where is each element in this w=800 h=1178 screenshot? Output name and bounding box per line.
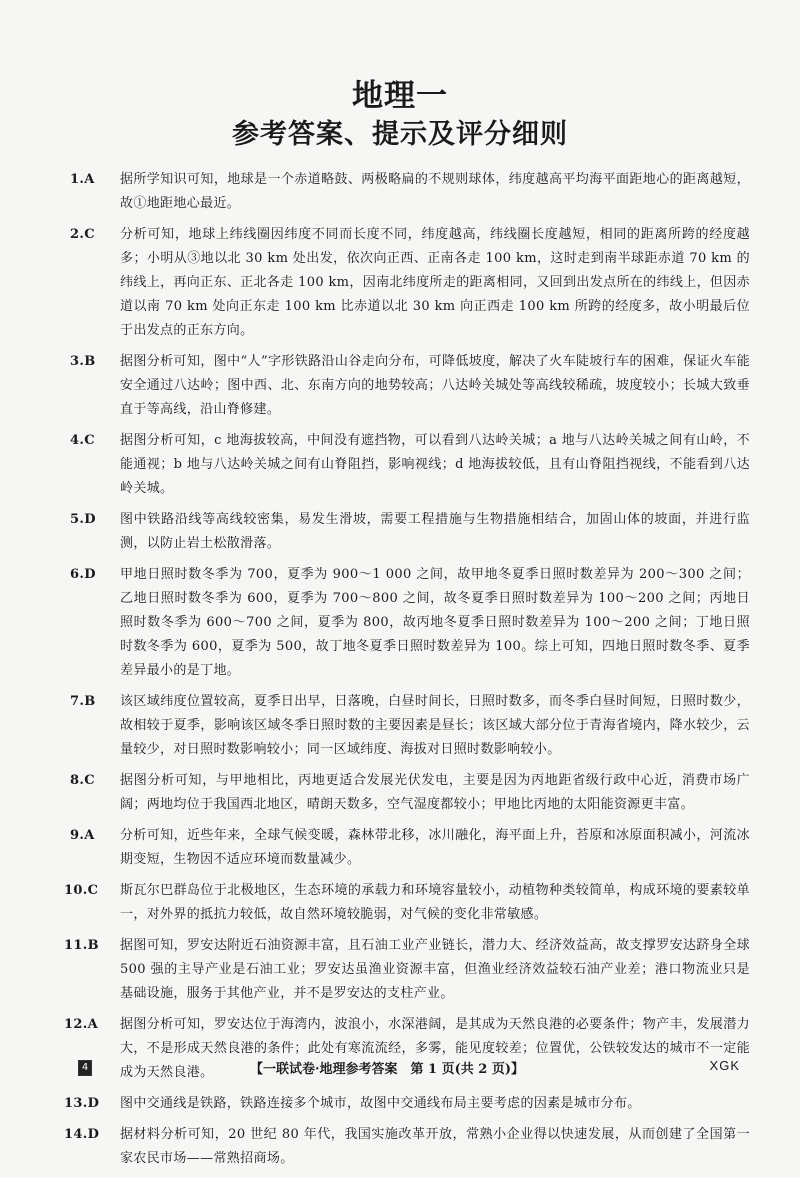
answer-heading [64,879,98,903]
answer-number: 14. [64,1127,88,1142]
answer-number: 2. [70,227,85,242]
answer-choice: B [84,354,96,369]
answer-item [64,1092,750,1116]
answer-heading [70,824,95,848]
answer-number: 13. [64,1096,88,1111]
answer-item [70,690,750,762]
answer-heading [70,350,96,374]
answer-explanation: 图中交通线是铁路，铁路连接多个城市，故图中交通线布局主要考虑的因素是城市分布。 [120,1096,641,1111]
answer-explanation: 斯瓦尔巴群岛位于北极地区，生态环境的承载力和环境容量较小，动植物种类较简单，构成环境的要素较单一，对外界的抵抗力较低，故自然环境较脆弱，对气候的变化非常敏感。 [120,883,750,922]
answer-heading [70,508,96,532]
answer-explanation: 据图分析可知，c 地海拔较高，中间没有遮挡物，可以看到八达岭关城；a 地与八达岭关城之间有山岭，不能通视；b 地与八达岭关城之间有山脊阻挡，影响视线；d 地海拔较低，且有山脊阻挡视线，不能看到八达岭关城。 [120,433,750,496]
answer-heading [70,769,95,793]
answer-choice: D [87,1127,100,1142]
answer-explanation: 分析可知，地球上纬线圈因纬度不同而长度不同，纬度越高，纬线圈长度越短，相同的距离所跨的经度越多；小明从③地以北 30 km 处出发，依次向正西、正南各走 100 km，这时走到南半球距赤道 70 km 的纬线上，再向正东、正北各走 100 km，因南北纬度所走的距离相同，又回到出发点所在的纬线上，但因赤道以南 70 km 处向正东走 100 km 比赤道以北 30 km 向正西走 100 km 所跨的经度多，故小明最后位于出发点的正东方向。 [120,227,750,338]
answer-item [64,1123,750,1171]
answer-heading [64,934,99,958]
answer-heading [70,223,95,247]
answer-explanation: 分析可知，近些年来，全球气候变暖，森林带北移，冰川融化，海平面上升，苔原和冰原面积减小，河流冰期变短，生物因不适应环境而数量减少。 [120,828,750,867]
answer-explanation: 据所学知识可知，地球是一个赤道略鼓、两极略扁的不规则球体，纬度越高平均海平面距地心的距离越短，故①地距地心最近。 [120,172,750,211]
answer-item [70,508,750,556]
answer-choice: A [84,828,95,843]
answer-explanation: 据图分析可知，与甲地相比，丙地更适合发展光伏发电，主要是因为丙地距省级行政中心近，消费市场广阔；两地均位于我国西北地区，晴朗天数多，空气湿度都较小；甲地比丙地的太阳能资源更丰富。 [120,773,750,812]
answer-number: 6. [70,567,85,582]
answer-number: 7. [70,694,85,709]
answer-choice: A [87,1017,99,1032]
answer-explanation: 图中铁路沿线等高线较密集，易发生滑坡，需要工程措施与生物措施相结合，加固山体的坡面，并进行监测，以防止岩土松散滑落。 [120,512,750,551]
answer-number: 11. [64,938,88,953]
answer-choice: D [87,1096,100,1111]
answer-number: 5. [70,512,85,527]
answer-item [70,168,750,216]
answer-choice: B [87,938,100,953]
answer-number: 1. [70,172,85,187]
answer-choice: C [84,227,95,242]
answer-item [64,879,750,927]
answer-item [70,824,750,872]
answer-choice: D [84,567,96,582]
answer-explanation: 甲地日照时数冬季为 700，夏季为 900～1 000 之间，故甲地冬夏季日照时数差异为 200～300 之间；乙地日照时数冬季为 600，夏季为 700～800 之间，故冬夏季日照时数差异为 100～200 之间；丙地日照时数冬季为 600～700 之间，夏季为 800，故丙地冬夏季日照时数差异为 100～200 之间；丁地日照时数冬季为 600，夏季为 500，故丁地冬夏季日照时数差异为 100。综上可知，四地日照时数冬季、夏季差异最小的是丁地。 [120,567,750,678]
answer-heading [64,1092,99,1116]
answer-item [70,350,750,422]
answer-explanation: 据图分析可知，罗安达位于海湾内，波浪小，水深港阔，是其成为天然良港的必要条件；物产丰，发展潜力大，不是形成天然良港的条件；此处有寒流流经，多雾，能见度较差；位置优，公铁较发达的城市不一定能成为天然良港。 [120,1017,750,1080]
answer-heading [64,1013,98,1037]
footer-code: XGK [709,1058,740,1073]
answer-choice: C [84,773,95,788]
answer-explanation: 该区域纬度位置较高，夏季日出早，日落晚，白昼时间长，日照时数多，而冬季白昼时间短，日照时数少，故相较于夏季，影响该区域冬季日照时数的主要因素是昼长；该区域大部分位于青海省境内，降水较少，云量较少，对日照时数影响较小；同一区域纬度、海拔对日照时数影响较小。 [120,694,750,757]
answer-item [70,429,750,501]
answer-item [70,769,750,817]
answer-item [70,563,750,683]
footer-page-info: 【一联试卷·地理参考答案 第 1 页(共 2 页)】 [250,1062,525,1077]
answer-heading [64,1123,99,1147]
answer-heading [70,429,95,453]
answer-heading [70,690,96,714]
answer-choice: B [84,694,96,709]
page-marker: 4 [78,1060,92,1076]
answer-number: 3. [70,354,85,369]
answer-explanation: 据图分析可知，图中“人”字形铁路沿山谷走向分布，可降低坡度，解决了火车陡坡行车的困难，保证火车能安全通过八达岭；图中西、北、东南方向的地势较高；八达岭关城处等高线较稀疏，坡度较小；长城大致垂直于等高线，沿山脊修建。 [120,354,750,417]
answer-choice: C [84,433,95,448]
answer-list [64,168,750,1178]
answer-choice: C [87,883,99,898]
answer-number: 9. [70,828,85,843]
answer-number: 8. [70,773,85,788]
answer-heading [70,168,95,192]
page-title: 地理一 [352,78,448,114]
answer-number: 4. [70,433,85,448]
answer-explanation: 据材料分析可知，20 世纪 80 年代，我国实施改革开放，常熟小企业得以快速发展，从而创建了全国第一家农民市场——常熟招商场。 [120,1127,750,1166]
answer-choice: A [84,172,95,187]
answer-choice: D [84,512,96,527]
answer-heading [70,563,96,587]
answer-item [64,934,750,1006]
page-footer [70,1058,750,1080]
page-subtitle: 参考答案、提示及评分细则 [232,119,568,150]
answer-number: 10. [64,883,88,898]
answer-number: 12. [64,1017,88,1032]
answer-explanation: 据图可知，罗安达附近石油资源丰富，且石油工业产业链长，潜力大、经济效益高，故支撑罗安达跻身全球 500 强的主导产业是石油工业；罗安达虽渔业资源丰富，但渔业经济效益较石油产业差；港口物流业只是基础设施，服务于其他产业，并不是罗安达的支柱产业。 [120,938,750,1001]
answer-item [70,223,750,343]
